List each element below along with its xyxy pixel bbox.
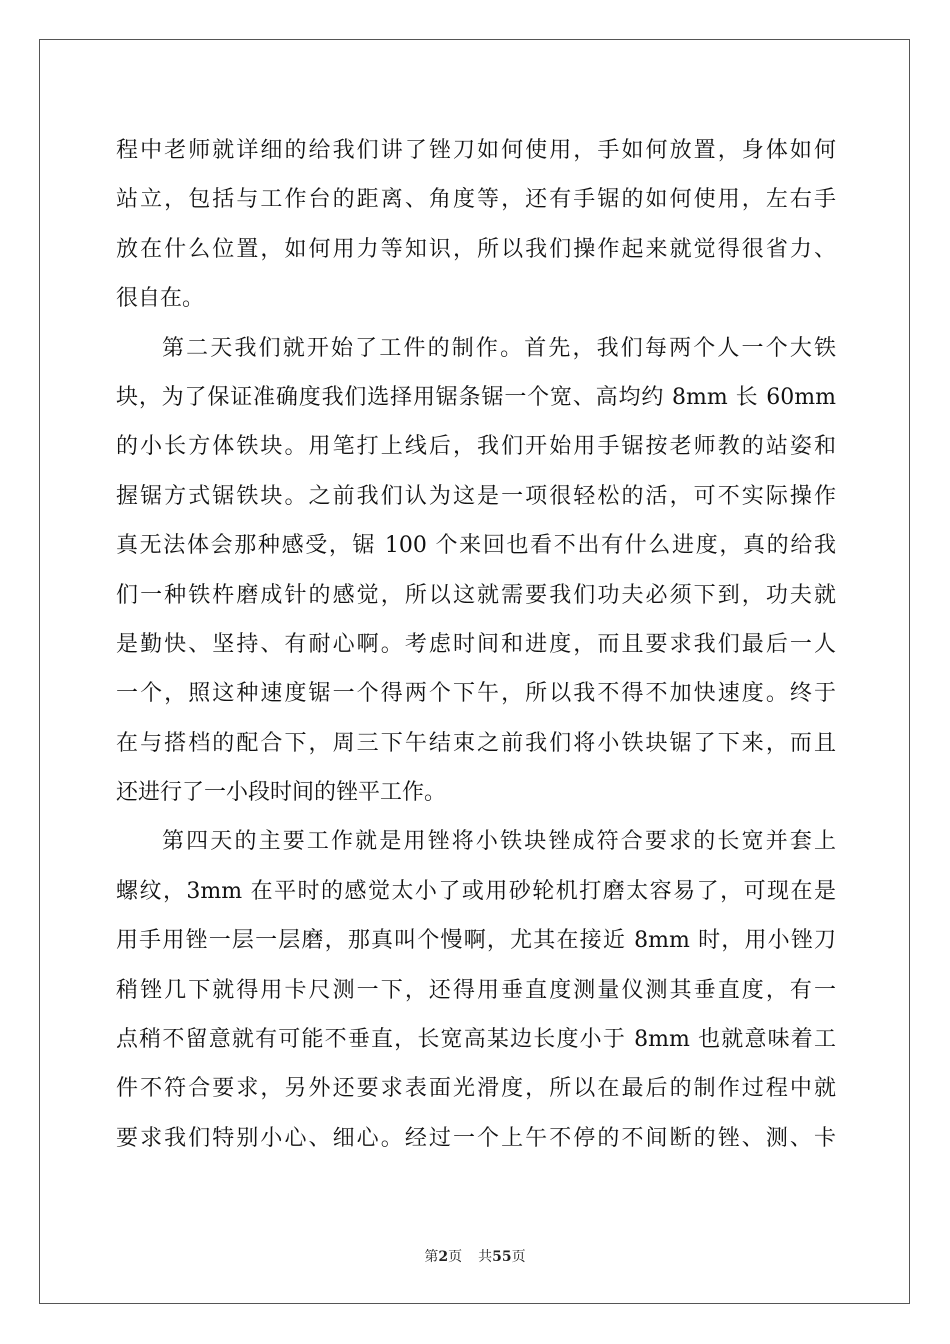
text-line: 真无法体会那种感受，锯 100 个来回也看不出有什么进度，真的给我 [116, 533, 836, 559]
text-line: 很自在。 [116, 286, 205, 312]
text-line: 们一种铁杵磨成针的感觉，所以这就需要我们功夫必须下到，功夫就 [116, 582, 836, 608]
page-label-suffix: 页 [448, 1249, 463, 1265]
text-line: 在与搭档的配合下，周三下午结束之前我们将小铁块锯了下来，而且 [116, 730, 836, 756]
text-line: 放在什么位置，如何用力等知识，所以我们操作起来就觉得很省力、 [116, 236, 836, 262]
text-line: 还进行了一小段时间的锉平工作。 [116, 780, 447, 806]
text-line: 一个，照这种速度锯一个得两个下午，所以我不得不加快速度。终于 [116, 681, 836, 707]
text-line: 用手用锉一层一层磨，那真叫个慢啊，尤其在接近 8mm 时，用小锉刀 [116, 928, 836, 954]
total-label-suffix: 页 [511, 1249, 526, 1265]
text-line: 是勤快、坚持、有耐心啊。考虑时间和进度，而且要求我们最后一人 [116, 631, 836, 657]
text-line: 点稍不留意就有可能不垂直，长宽高某边长度小于 8mm 也就意味着工 [116, 1027, 836, 1053]
page-footer [0, 1246, 950, 1266]
text-line: 螺纹，3mm 在平时的感觉太小了或用砂轮机打磨太容易了，可现在是 [116, 878, 836, 904]
text-line: 握锯方式锯铁块。之前我们认为这是一项很轻松的活，可不实际操作 [116, 483, 836, 509]
total-label-prefix: 共 [478, 1249, 493, 1265]
text-line: 件不符合要求，另外还要求表面光滑度，所以在最后的制作过程中就 [116, 1076, 836, 1102]
page-number: 2 [438, 1249, 449, 1265]
paragraph-first-line: 第二天我们就开始了工件的制作。首先，我们每两个人一个大铁 [162, 335, 836, 361]
paragraph-first-line: 第四天的主要工作就是用锉将小铁块锉成符合要求的长宽并套上 [162, 829, 836, 855]
total-pages: 55 [492, 1249, 512, 1265]
page-label-prefix: 第 [424, 1249, 439, 1265]
text-line: 的小长方体铁块。用笔打上线后，我们开始用手锯按老师教的站姿和 [116, 434, 836, 460]
text-line: 块，为了保证准确度我们选择用锯条锯一个宽、高均约 8mm 长 60mm [116, 384, 836, 410]
document-body [116, 126, 836, 1163]
text-line: 站立，包括与工作台的距离、角度等，还有手锯的如何使用，左右手 [116, 187, 836, 213]
text-line: 要求我们特别小心、细心。经过一个上午不停的不间断的锉、测、卡 [116, 1125, 836, 1151]
text-line: 程中老师就详细的给我们讲了锉刀如何使用，手如何放置，身体如何 [116, 138, 836, 163]
text-line: 稍锉几下就得用卡尺测一下，还得用垂直度测量仪测其垂直度，有一 [116, 977, 836, 1003]
